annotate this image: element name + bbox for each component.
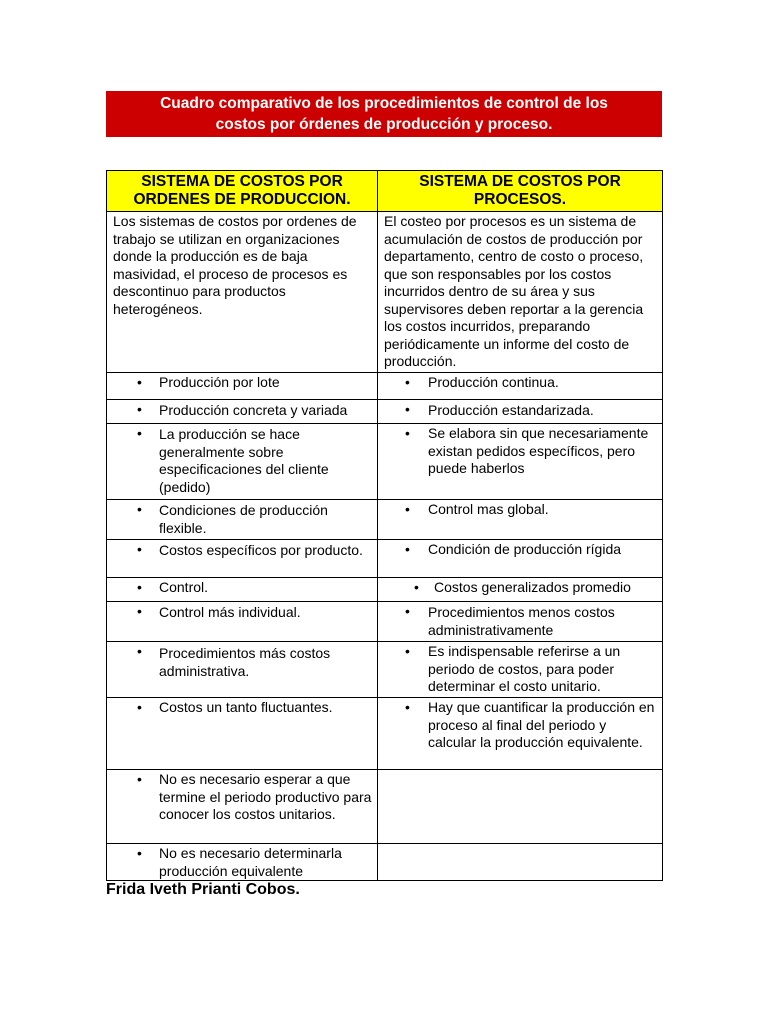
left-cell: • Control. — [107, 578, 378, 602]
title-line-2: costos por órdenes de producción y proceso. — [215, 116, 553, 133]
right-cell: • Procedimientos menos costos administrativamente — [378, 602, 663, 642]
table-row — [107, 540, 663, 578]
table-row — [107, 698, 663, 770]
author-name: Frida Iveth Prianti Cobos. — [106, 881, 300, 898]
right-cell: • Producción estandarizada. — [378, 400, 663, 424]
right-cell: • Es indispensable referirse a un periodo de costos, para poder determinar el costo unitario. — [378, 642, 663, 698]
document-title — [106, 91, 662, 137]
table-row — [107, 400, 663, 424]
right-cell: • Condición de producción rígida — [378, 540, 663, 578]
left-cell: • No es necesario determinarla producción equivalente — [107, 844, 378, 881]
description-ordenes: Los sistemas de costos por ordenes de trabajo se utilizan en organizaciones donde la producción es de baja masividad, el proceso de procesos es descontinuo para productos heterogéneos. — [107, 212, 378, 373]
right-cell — [378, 770, 663, 844]
header-ordenes: SISTEMA DE COSTOS POR ORDENES DE PRODUCCION. — [107, 171, 378, 212]
left-cell: • Producción por lote — [107, 373, 378, 400]
left-cell: • Procedimientos más costos administrativa. — [107, 642, 378, 698]
right-cell: • Hay que cuantificar la producción en proceso al final del periodo y calcular la producción equivalente. — [378, 698, 663, 770]
left-cell: • Costos específicos por producto. — [107, 540, 378, 578]
header-row — [107, 171, 663, 212]
header-procesos: SISTEMA DE COSTOS POR PROCESOS. — [378, 171, 663, 212]
table-row — [107, 642, 663, 698]
table-row — [107, 602, 663, 642]
table-row — [107, 424, 663, 500]
table-row — [107, 770, 663, 844]
right-cell: • Control mas global. — [378, 500, 663, 540]
left-cell: • No es necesario esperar a que termine el periodo productivo para conocer los costos unitarios. — [107, 770, 378, 844]
right-cell: • Producción continua. — [378, 373, 663, 400]
left-cell: • Costos un tanto fluctuantes. — [107, 698, 378, 770]
table-row — [107, 373, 663, 400]
right-cell: • Se elabora sin que necesariamente existan pedidos específicos, pero puede haberlos — [378, 424, 663, 500]
left-cell: • Control más individual. — [107, 602, 378, 642]
left-cell: • Producción concreta y variada — [107, 400, 378, 424]
left-cell: • Condiciones de producción flexible. — [107, 500, 378, 540]
right-cell — [378, 844, 663, 881]
table-row — [107, 578, 663, 602]
right-cell: • Costos generalizados promedio — [378, 578, 663, 602]
description-procesos: El costeo por procesos es un sistema de acumulación de costos de producción por departamento, centro de costo o proceso, que son responsables por los costos incurridos dentro de su área y sus supervisores deben reportar a la gerencia los costos incurridos, preparando periódicamente un informe del costo de producción. — [378, 212, 663, 373]
left-cell: • La producción se hace generalmente sobre especificaciones del cliente (pedido) — [107, 424, 378, 500]
comparison-table — [106, 170, 663, 881]
table-row — [107, 844, 663, 881]
title-line-1: Cuadro comparativo de los procedimientos de control de los — [160, 95, 608, 112]
table-row — [107, 500, 663, 540]
description-row — [107, 212, 663, 373]
